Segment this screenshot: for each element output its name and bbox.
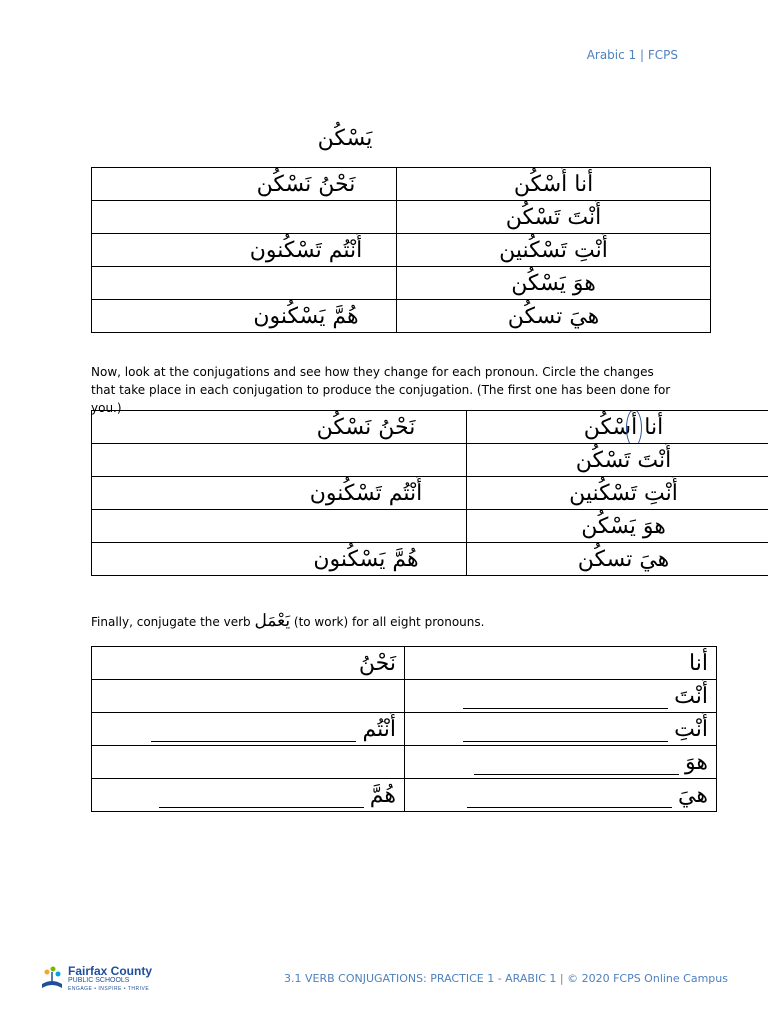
table-cell: هوَ (405, 746, 717, 779)
circled-prefix: أَ (631, 415, 637, 440)
conjugation-table-2 (91, 410, 768, 576)
table-row (92, 411, 768, 444)
verb-rest-text: سْكُن (583, 414, 632, 440)
table-cell: نَحْنُ نَسْكُن (92, 411, 467, 444)
answer-blank[interactable] (467, 789, 672, 808)
table-cell: هيَ تسكُن (467, 543, 768, 576)
table-cell: أَنْتِ (405, 713, 717, 746)
table-row (92, 168, 711, 201)
table-cell: هُمَّ يَسْكُنون (92, 300, 397, 333)
table-cell: أَنْتَ (405, 680, 717, 713)
final-instructions: Finally, conjugate the verb يَعْمَل (to work) for all eight pronouns. (91, 611, 485, 631)
table-cell: أَنْتُم تَسْكُنون (92, 477, 467, 510)
answer-blank[interactable] (151, 723, 356, 742)
table-cell: أنا (405, 647, 717, 680)
table-row (92, 201, 711, 234)
table-cell: أَنْتِ تَسْكُنين (397, 234, 711, 267)
table-cell (92, 267, 397, 300)
table-cell: هُمَّ يَسْكُنون (92, 543, 467, 576)
table-row (92, 234, 711, 267)
table-cell: هوَ يَسْكُن (467, 510, 768, 543)
table-cell: هوَ يَسْكُن (397, 267, 711, 300)
table-cell: نَحْنُ نَسْكُن (92, 168, 397, 201)
table-row (92, 713, 717, 746)
verb-title: يَسْكُن (317, 126, 373, 151)
table-cell: هُمَّ (92, 779, 405, 812)
table-cell: أَنْتَ تَسْكُن (397, 201, 711, 234)
pronoun-text: أنا (644, 414, 664, 440)
circle-annotation-icon (626, 411, 642, 444)
table-cell-example (467, 411, 768, 444)
conjugation-exercise-table (91, 646, 717, 812)
answer-blank[interactable] (463, 690, 668, 709)
table-row (92, 543, 768, 576)
table-cell: أَنْتُم (92, 713, 405, 746)
table-cell (92, 680, 405, 713)
header-course-label: Arabic 1 | FCPS (586, 48, 678, 62)
fcps-logo: Fairfax County PUBLIC SCHOOLS ENGAGE • INSPIRE • THRIVE (38, 962, 168, 996)
table-row (92, 510, 768, 543)
table-row (92, 779, 717, 812)
table-cell (92, 510, 467, 543)
answer-blank[interactable] (474, 756, 679, 775)
conjugation-table-1 (91, 167, 711, 333)
answer-blank[interactable] (463, 723, 668, 742)
footer-title: 3.1 VERB CONJUGATIONS: PRACTICE 1 - ARABIC 1 | © 2020 FCPS Online Campus (284, 972, 728, 985)
instructions-paragraph: Now, look at the conjugations and see how they change for each pronoun. Circle the changes that take place in each conjugation to produce the conjugation. (The first one has been done for you.) (91, 365, 671, 415)
table-row (92, 300, 711, 333)
table-row (92, 477, 768, 510)
table-cell: هيَ (405, 779, 717, 812)
table-row (92, 444, 768, 477)
table-cell: أَنْتُم تَسْكُنون (92, 234, 397, 267)
page-footer (38, 962, 728, 996)
table-row (92, 647, 717, 680)
table-cell: هيَ تسكُن (397, 300, 711, 333)
table-cell: أنا أَسْكُن (397, 168, 711, 201)
table-cell (92, 201, 397, 234)
table-row (92, 680, 717, 713)
table-row (92, 746, 717, 779)
table-cell: أَنْتِ تَسْكُنين (467, 477, 768, 510)
verb-inline: يَعْمَل (254, 611, 291, 631)
table-cell: أَنْتَ تَسْكُن (467, 444, 768, 477)
table-cell (92, 444, 467, 477)
school-logo-icon (38, 964, 66, 992)
table-cell: نَحْنُ (92, 647, 405, 680)
answer-blank[interactable] (159, 789, 364, 808)
table-row (92, 267, 711, 300)
table-cell (92, 746, 405, 779)
